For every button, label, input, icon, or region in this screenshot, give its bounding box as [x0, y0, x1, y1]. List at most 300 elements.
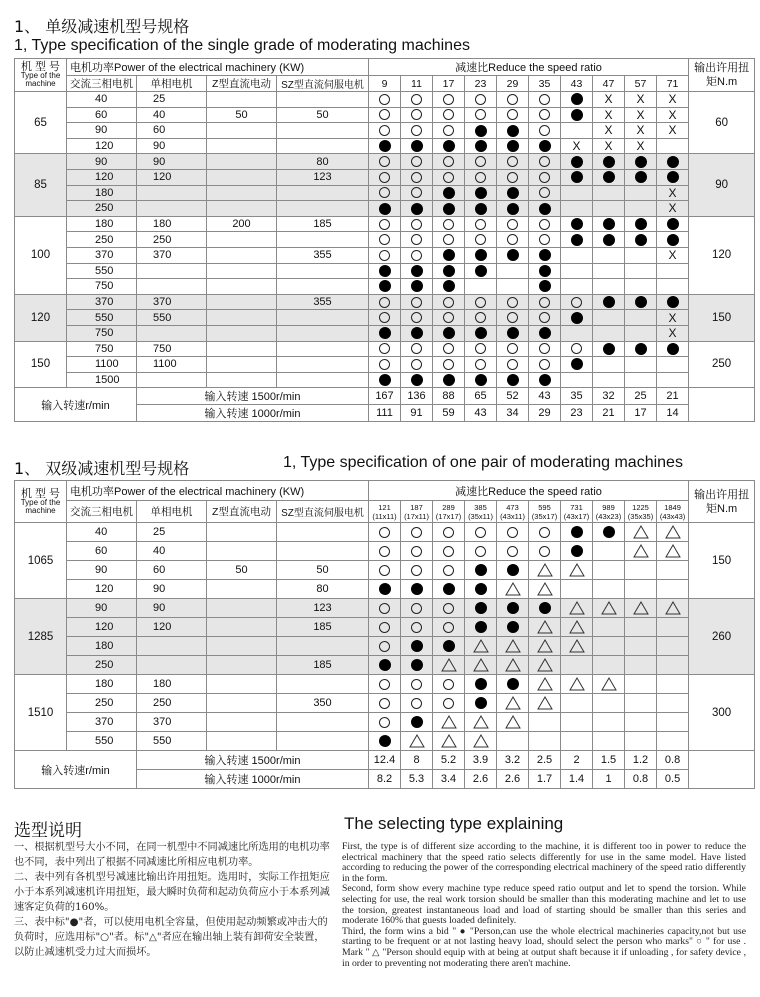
ratio-symbol-cell: [529, 216, 561, 232]
ratio-symbol-cell: [433, 279, 465, 295]
double-stage-spec-table: [14, 480, 755, 789]
ratio-symbol-cell: [593, 216, 625, 232]
open-circle-icon: [411, 527, 422, 538]
ratio-symbol-cell: [593, 325, 625, 341]
ratio-symbol-cell: [593, 618, 625, 637]
open-circle-icon: [411, 679, 422, 690]
ac3-power-cell: 370: [67, 713, 137, 732]
filled-circle-icon: [507, 678, 519, 690]
ratio-symbol-cell: [625, 294, 657, 310]
ratio-symbol-cell: [657, 92, 689, 108]
ratio-product: (35x11): [468, 511, 493, 521]
ratio-symbol-cell: [465, 247, 497, 263]
ratio-symbol-cell: [369, 675, 401, 694]
sz-dc-cell: [277, 232, 369, 248]
ratio-symbol-cell: [433, 372, 465, 388]
ratio-symbol-cell: [465, 185, 497, 201]
model-cell: 1285: [15, 599, 67, 675]
cross-icon: X: [636, 107, 645, 122]
ratio-symbol-cell: [529, 694, 561, 713]
open-circle-icon: [539, 94, 550, 105]
speed-1000-value: 34: [497, 405, 529, 422]
ratio-symbol-cell: [369, 263, 401, 279]
ratio-symbol-cell: [433, 201, 465, 217]
open-circle-icon: [379, 312, 390, 323]
filled-circle-icon: [635, 343, 647, 355]
table-row: [15, 599, 755, 618]
cross-icon: X: [604, 139, 613, 154]
open-circle-icon: [475, 172, 486, 183]
ratio-symbol-cell: [369, 325, 401, 341]
filled-circle-icon: [507, 125, 519, 137]
open-circle-icon: [379, 250, 390, 261]
ratio-symbol-cell: [625, 675, 657, 694]
filled-circle-icon: [571, 218, 583, 230]
open-circle-icon: [411, 219, 422, 230]
speed-1000-value: 2.6: [465, 770, 497, 789]
ratio-symbol-cell: [561, 694, 593, 713]
ratio-symbol-cell: [529, 372, 561, 388]
ratio-symbol-cell: [625, 169, 657, 185]
sz-dc-cell: 50: [277, 107, 369, 123]
table-row: [15, 154, 755, 170]
ratio-symbol-cell: [529, 154, 561, 170]
filled-circle-icon: [411, 203, 423, 215]
triangle-icon: [505, 639, 521, 653]
filled-circle-icon: [443, 249, 455, 261]
ratio-symbol-cell: [497, 542, 529, 561]
ratio-symbol-cell: [593, 263, 625, 279]
z-dc-cell: [207, 169, 277, 185]
model-cell: 85: [15, 154, 67, 216]
explain-cn-body: [14, 840, 332, 960]
ratio-symbol-cell: [433, 154, 465, 170]
filled-circle-icon: [539, 602, 551, 614]
ratio-8: [625, 501, 657, 523]
ratio-symbol-cell: [529, 310, 561, 326]
filled-circle-icon: [539, 203, 551, 215]
ratio-symbol-cell: [593, 694, 625, 713]
single-phase-cell: [137, 201, 207, 217]
open-circle-icon: [411, 546, 422, 557]
ratio-symbol-cell: [657, 561, 689, 580]
cross-icon: X: [604, 107, 613, 122]
filled-circle-icon: [475, 564, 487, 576]
torque-cell: 250: [689, 341, 755, 388]
ratio-symbol-cell: [657, 138, 689, 154]
ratio-product: (43x43): [659, 511, 686, 521]
ratio-symbol-cell: [625, 279, 657, 295]
triangle-icon: [665, 544, 681, 558]
filled-circle-icon: [507, 140, 519, 152]
table-row: [15, 107, 755, 123]
open-circle-icon: [507, 359, 518, 370]
sz-dc-cell: [277, 341, 369, 357]
ratio-symbol-cell: [625, 185, 657, 201]
ratio-2: [433, 501, 465, 523]
ratio-symbol-cell: [369, 542, 401, 561]
ratio-symbol-cell: [625, 138, 657, 154]
ratio-symbol-cell: [529, 732, 561, 751]
ratio-symbol-cell: [465, 107, 497, 123]
ratio-symbol-cell: [561, 216, 593, 232]
single-phase-cell: [137, 637, 207, 656]
model-header-cn: 机 型 号: [20, 487, 61, 500]
triangle-icon: [569, 601, 585, 615]
ratio-symbol-cell: [593, 154, 625, 170]
ratio-symbol-cell: [401, 372, 433, 388]
speed-1500-value: 65: [465, 388, 497, 405]
open-circle-icon: [379, 234, 390, 245]
open-circle-icon: [475, 312, 486, 323]
z-dc-cell: [207, 92, 277, 108]
filled-circle-icon: [411, 659, 423, 671]
open-circle-icon: [507, 234, 518, 245]
open-circle-icon: [379, 297, 390, 308]
ratio-symbol-cell: [561, 325, 593, 341]
filled-circle-icon: [539, 327, 551, 339]
ratio-symbol-cell: [433, 216, 465, 232]
ratio-product: (43x11): [500, 511, 525, 521]
ratio-product: (43x23): [595, 511, 622, 521]
speed-1000-value: 14: [657, 405, 689, 422]
ac3-power-cell: 550: [67, 263, 137, 279]
open-circle-icon: [443, 565, 454, 576]
ratio-symbol-cell: [369, 138, 401, 154]
speed-1000-value: 8.2: [369, 770, 401, 789]
open-circle-icon: [379, 187, 390, 198]
explain-cn-p2: 二、表中列有各机型号减速比输出许用扭矩。选用时，实际工作扭矩应小于本系列减速机许用扭矩，最大瞬时负荷和起动负荷应小于本系列减速客定负荷的160%。: [14, 872, 330, 913]
ratio-symbol-cell: [529, 138, 561, 154]
ac3-power-cell: 40: [67, 92, 137, 108]
speed-1500-label: 输入转速 1500r/min: [137, 388, 369, 405]
ratio-symbol-cell: [657, 294, 689, 310]
ratio-4: [497, 501, 529, 523]
ac3-power-cell: 750: [67, 341, 137, 357]
filled-circle-icon: [443, 187, 455, 199]
ratio-symbol-cell: [465, 561, 497, 580]
triangle-icon: [473, 734, 489, 748]
open-circle-icon: [411, 250, 422, 261]
model-cell: 120: [15, 294, 67, 341]
ratio-symbol-cell: [497, 580, 529, 599]
ratio-header: 减速比Reduce the speed ratio: [369, 59, 689, 76]
ratio-symbol-cell: [369, 185, 401, 201]
triangle-icon: [537, 677, 553, 691]
ratio-symbol-cell: [401, 341, 433, 357]
ratio-symbol-cell: [433, 92, 465, 108]
triangle-icon: [665, 525, 681, 539]
ratio-symbol-cell: [593, 580, 625, 599]
ratio-symbol-cell: [433, 341, 465, 357]
single-phase-cell: 40: [137, 542, 207, 561]
open-circle-icon: [379, 641, 390, 652]
open-circle-icon: [411, 94, 422, 105]
cross-icon: X: [668, 326, 677, 341]
ratio-symbol-cell: [561, 169, 593, 185]
ratio-symbol-cell: [561, 713, 593, 732]
ratio-4: 29: [497, 76, 529, 92]
ratio-symbol-cell: [369, 310, 401, 326]
single-phase-cell: 750: [137, 341, 207, 357]
single-phase-cell: 370: [137, 294, 207, 310]
ratio-symbol-cell: [369, 92, 401, 108]
ratio-symbol-cell: [401, 542, 433, 561]
open-circle-icon: [379, 622, 390, 633]
cross-icon: X: [668, 310, 677, 325]
ratio-symbol-cell: [593, 247, 625, 263]
ac3-header: 交流三相电机: [67, 501, 137, 523]
ratio-symbol-cell: [529, 561, 561, 580]
ratio-symbol-cell: [465, 169, 497, 185]
ratio-symbol-cell: [561, 279, 593, 295]
sz-dc-cell: [277, 92, 369, 108]
filled-circle-icon: [603, 343, 615, 355]
torque-cell: 150: [689, 294, 755, 341]
ratio-symbol-cell: [561, 618, 593, 637]
ratio-symbol-cell: [369, 107, 401, 123]
triangle-icon: [505, 582, 521, 596]
open-circle-icon: [475, 359, 486, 370]
ratio-symbol-cell: [369, 232, 401, 248]
ratio-symbol-cell: [561, 675, 593, 694]
ratio-symbol-cell: [529, 713, 561, 732]
ratio-symbol-cell: [593, 523, 625, 542]
ratio-symbol-cell: [657, 185, 689, 201]
open-circle-icon: [411, 109, 422, 120]
ratio-symbol-cell: [657, 599, 689, 618]
ratio-symbol-cell: [497, 357, 529, 373]
ratio-symbol-cell: [401, 310, 433, 326]
table-row: [15, 372, 755, 388]
speed-1000-value: 21: [593, 405, 625, 422]
ratio-value: 1849: [664, 502, 681, 512]
ratio-value: 385: [474, 502, 487, 512]
ratio-symbol-cell: [369, 713, 401, 732]
ac3-power-cell: 750: [67, 325, 137, 341]
ratio-8: 57: [625, 76, 657, 92]
ratio-symbol-cell: [401, 294, 433, 310]
ratio-symbol-cell: [497, 154, 529, 170]
ratio-symbol-cell: [401, 138, 433, 154]
ratio-symbol-cell: [561, 656, 593, 675]
ratio-symbol-cell: [561, 247, 593, 263]
filled-circle-icon: [475, 187, 487, 199]
table-row: [15, 232, 755, 248]
ratio-symbol-cell: [529, 542, 561, 561]
ratio-symbol-cell: [465, 372, 497, 388]
ratio-symbol-cell: [401, 123, 433, 139]
table-row: [15, 561, 755, 580]
ratio-symbol-cell: [433, 523, 465, 542]
ratio-symbol-cell: [465, 542, 497, 561]
sz-dc-cell: 350: [277, 694, 369, 713]
cross-icon: X: [604, 92, 613, 107]
open-circle-icon: [411, 343, 422, 354]
ac3-power-cell: 90: [67, 599, 137, 618]
triangle-icon: [569, 620, 585, 634]
input-speed-label: 输入转速r/min: [15, 388, 137, 422]
model-header-en: Type of the machine: [20, 497, 61, 515]
ratio-value: 473: [506, 502, 519, 512]
open-circle-icon: [379, 156, 390, 167]
ratio-1: [401, 501, 433, 523]
open-circle-icon: [443, 622, 454, 633]
ratio-symbol-cell: [401, 216, 433, 232]
ratio-symbol-cell: [657, 357, 689, 373]
open-circle-icon: [411, 603, 422, 614]
cross-icon: X: [636, 123, 645, 138]
torque-cell: 150: [689, 523, 755, 599]
open-circle-icon: [443, 698, 454, 709]
z-dc-cell: [207, 542, 277, 561]
sz-dc-cell: [277, 201, 369, 217]
ratio-symbol-cell: [561, 92, 593, 108]
z-dc-cell: [207, 675, 277, 694]
ratio-value: 121: [378, 502, 391, 512]
ratio-symbol-cell: [369, 279, 401, 295]
filled-circle-icon: [379, 280, 391, 292]
open-circle-icon: [475, 219, 486, 230]
ratio-symbol-cell: [433, 123, 465, 139]
ratio-symbol-cell: [529, 232, 561, 248]
z-dc-cell: [207, 580, 277, 599]
ratio-symbol-cell: [369, 694, 401, 713]
z-dc-cell: [207, 523, 277, 542]
ratio-symbol-cell: [657, 325, 689, 341]
ratio-symbol-cell: [497, 637, 529, 656]
ratio-symbol-cell: [401, 618, 433, 637]
ratio-0: 9: [369, 76, 401, 92]
ratio-symbol-cell: [657, 216, 689, 232]
ratio-symbol-cell: [657, 341, 689, 357]
open-circle-icon: [539, 297, 550, 308]
ratio-symbol-cell: [593, 294, 625, 310]
torque-cell: 300: [689, 675, 755, 751]
torque-cell: 90: [689, 154, 755, 216]
ac3-power-cell: 180: [67, 216, 137, 232]
ratio-symbol-cell: [497, 325, 529, 341]
speed-1500-value: 2.5: [529, 751, 561, 770]
ratio-symbol-cell: [369, 637, 401, 656]
ratio-symbol-cell: [369, 523, 401, 542]
open-circle-icon: [443, 297, 454, 308]
open-circle-icon: [507, 312, 518, 323]
filled-circle-icon: [475, 602, 487, 614]
ratio-symbol-cell: [593, 341, 625, 357]
filled-circle-icon: [635, 171, 647, 183]
ratio-symbol-cell: [625, 599, 657, 618]
ratio-symbol-cell: [497, 201, 529, 217]
z-dc-cell: [207, 201, 277, 217]
ratio-symbol-cell: [433, 713, 465, 732]
ratio-symbol-cell: [529, 599, 561, 618]
ratio-symbol-cell: [561, 263, 593, 279]
ratio-symbol-cell: [465, 694, 497, 713]
sz-dc-cell: 355: [277, 247, 369, 263]
speed-1000-value: 23: [561, 405, 593, 422]
ratio-symbol-cell: [529, 185, 561, 201]
open-circle-icon: [411, 359, 422, 370]
ratio-symbol-cell: [593, 357, 625, 373]
ac3-power-cell: 750: [67, 279, 137, 295]
ratio-symbol-cell: [401, 263, 433, 279]
ratio-symbol-cell: [657, 154, 689, 170]
ratio-symbol-cell: [561, 232, 593, 248]
ac3-power-cell: 90: [67, 561, 137, 580]
ratio-5: 35: [529, 76, 561, 92]
triangle-icon: [601, 677, 617, 691]
speed-1500-label: 输入转速 1500r/min: [137, 751, 369, 770]
single-phase-cell: 60: [137, 561, 207, 580]
filled-circle-icon: [507, 564, 519, 576]
open-circle-icon: [475, 156, 486, 167]
open-circle-icon: [379, 717, 390, 728]
open-circle-icon: [443, 172, 454, 183]
filled-circle-icon: [507, 249, 519, 261]
filled-circle-icon: [411, 716, 423, 728]
triangle-icon: [473, 715, 489, 729]
ratio-symbol-cell: [529, 580, 561, 599]
ratio-symbol-cell: [657, 247, 689, 263]
filled-circle-icon: [475, 249, 487, 261]
table-row: [15, 637, 755, 656]
ratio-symbol-cell: [401, 713, 433, 732]
ratio-symbol-cell: [465, 732, 497, 751]
ratio-symbol-cell: [465, 154, 497, 170]
single-phase-cell: 25: [137, 92, 207, 108]
ratio-symbol-cell: [529, 357, 561, 373]
ac3-power-cell: 120: [67, 580, 137, 599]
open-circle-icon: [411, 172, 422, 183]
speed-1500-value: 2: [561, 751, 593, 770]
table-row: [15, 263, 755, 279]
ratio-symbol-cell: [497, 372, 529, 388]
cross-icon: X: [668, 248, 677, 263]
filled-circle-icon: [443, 280, 455, 292]
speed-1500-value: 3.9: [465, 751, 497, 770]
ratio-symbol-cell: [625, 201, 657, 217]
z-dc-cell: 50: [207, 561, 277, 580]
ratio-symbol-cell: [433, 637, 465, 656]
triangle-icon: [569, 563, 585, 577]
open-circle-icon: [443, 156, 454, 167]
open-circle-icon: [539, 172, 550, 183]
open-circle-icon: [539, 125, 550, 136]
speed-1500-value: 167: [369, 388, 401, 405]
ratio-symbol-cell: [465, 341, 497, 357]
open-circle-icon: [475, 527, 486, 538]
ratio-symbol-cell: [465, 92, 497, 108]
ratio-symbol-cell: [657, 618, 689, 637]
sz-dc-cell: [277, 713, 369, 732]
ratio-symbol-cell: [465, 294, 497, 310]
ratio-symbol-cell: [433, 310, 465, 326]
sz-dc-cell: 80: [277, 580, 369, 599]
ratio-value: 595: [538, 502, 551, 512]
ratio-symbol-cell: [593, 279, 625, 295]
ratio-symbol-cell: [369, 580, 401, 599]
filled-circle-icon: [379, 265, 391, 277]
ratio-symbol-cell: [593, 232, 625, 248]
ratio-symbol-cell: [561, 372, 593, 388]
triangle-icon: [537, 658, 553, 672]
ratio-symbol-cell: [433, 263, 465, 279]
ratio-symbol-cell: [497, 675, 529, 694]
ac3-power-cell: 250: [67, 201, 137, 217]
filled-circle-icon: [411, 140, 423, 152]
ac3-power-cell: 1500: [67, 372, 137, 388]
